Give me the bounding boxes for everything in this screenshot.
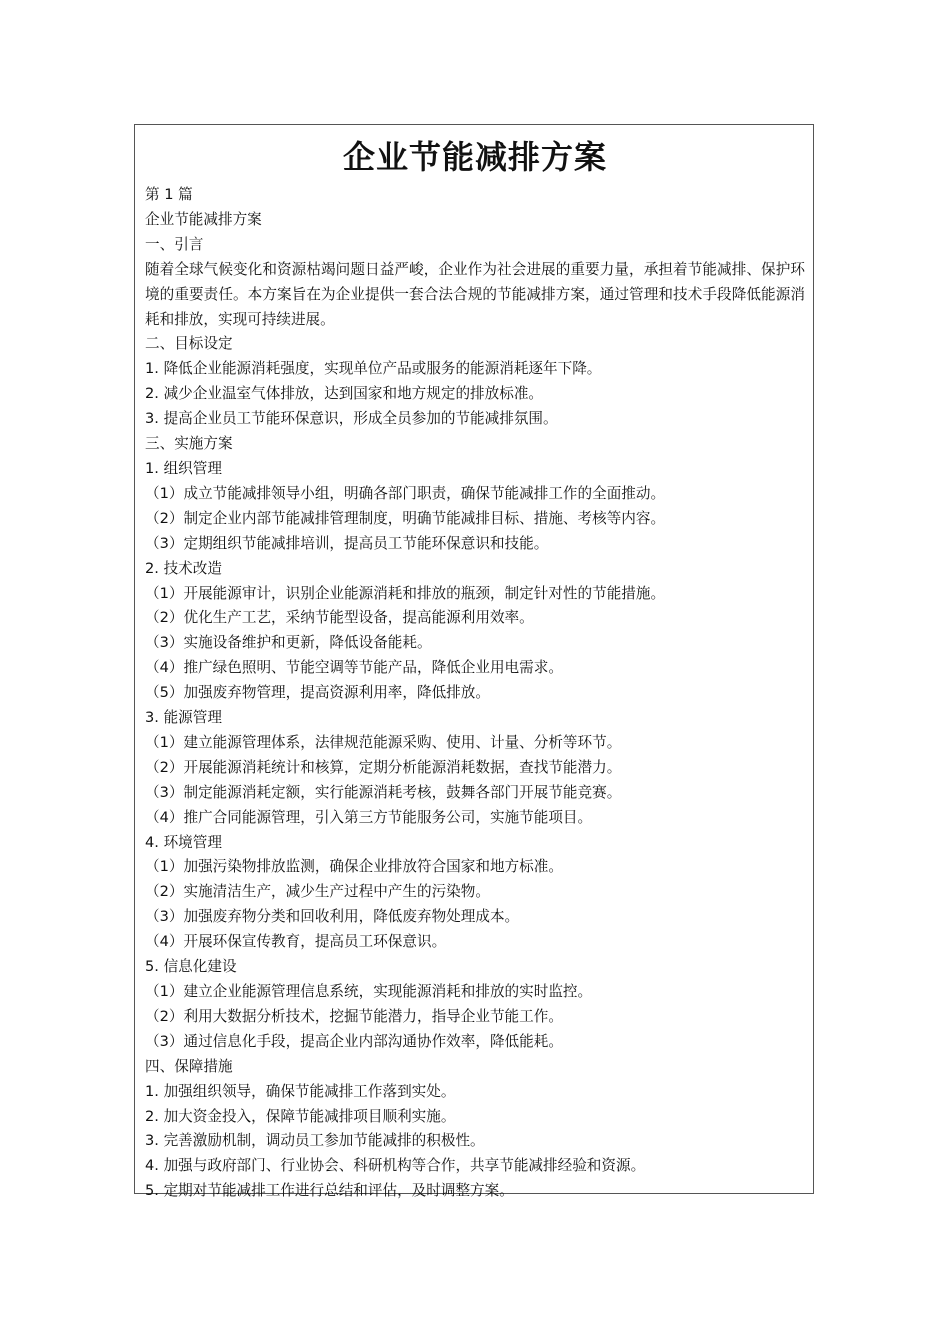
- text-line: （2）开展能源消耗统计和核算，定期分析能源消耗数据，查找节能潜力。: [145, 758, 622, 776]
- text-line: （4）开展环保宣传教育，提高员工环保意识。: [145, 933, 447, 951]
- text-line: （3）制定能源消耗定额，实行能源消耗考核，鼓舞各部门开展节能竞赛。: [145, 783, 622, 801]
- text-line: （3）定期组织节能减排培训，提高员工节能环保意识和技能。: [145, 534, 549, 552]
- text-line: 3. 能源管理: [145, 709, 222, 727]
- text-line: （2）利用大数据分析技术，挖掘节能潜力，指导企业节能工作。: [145, 1007, 563, 1025]
- text-line: （2）制定企业内部节能减排管理制度，明确节能减排目标、措施、考核等内容。: [145, 509, 666, 527]
- text-line: （3）实施设备维护和更新，降低设备能耗。: [145, 634, 432, 652]
- text-line: （1）加强污染物排放监测，确保企业排放符合国家和地方标准。: [145, 858, 563, 876]
- document-title: 企业节能减排方案: [342, 138, 607, 176]
- text-line: 二、目标设定: [145, 335, 233, 353]
- text-line: （1）开展能源审计，识别企业能源消耗和排放的瓶颈，制定针对性的节能措施。: [145, 584, 666, 602]
- text-line: 1. 加强组织领导，确保节能减排工作落到实处。: [145, 1082, 456, 1100]
- text-line: 4. 环境管理: [145, 833, 222, 851]
- text-line: 1. 组织管理: [145, 459, 222, 477]
- text-line: 企业节能减排方案: [145, 210, 262, 228]
- text-line: （4）推广绿色照明、节能空调等节能产品，降低企业用电需求。: [145, 659, 563, 677]
- text-line: （1）成立节能减排领导小组，明确各部门职责，确保节能减排工作的全面推动。: [145, 484, 666, 502]
- text-line: （2）优化生产工艺，采纳节能型设备，提高能源利用效率。: [145, 609, 534, 627]
- text-line: （3）通过信息化手段，提高企业内部沟通协作效率，降低能耗。: [145, 1032, 563, 1050]
- text-line: 四、保障措施: [145, 1057, 233, 1075]
- text-line: 2. 减少企业温室气体排放，达到国家和地方规定的排放标准。: [145, 385, 544, 403]
- text-line: （5）加强废弃物管理，提高资源利用率，降低排放。: [145, 684, 490, 702]
- text-line: 5. 定期对节能减排工作进行总结和评估，及时调整方案。: [145, 1182, 514, 1200]
- text-line: 5. 信息化建设: [145, 958, 237, 976]
- text-line: （4）推广合同能源管理，引入第三方节能服务公司，实施节能项目。: [145, 808, 593, 826]
- text-line: 2. 技术改造: [145, 559, 222, 577]
- text-line: （3）加强废弃物分类和回收利用，降低废弃物处理成本。: [145, 908, 520, 926]
- text-line: （1）建立能源管理体系，法律规范能源采购、使用、计量、分析等环节。: [145, 733, 622, 751]
- text-line: 一、引言: [145, 235, 204, 253]
- text-line: 第 1 篇: [145, 186, 193, 203]
- body-lines: [145, 332, 805, 1204]
- text-line: （2）实施清洁生产，减少生产过程中产生的污染物。: [145, 883, 490, 901]
- text-line: 2. 加大资金投入，保障节能减排项目顺利实施。: [145, 1107, 456, 1125]
- text-line: （1）建立企业能源管理信息系统，实现能源消耗和排放的实时监控。: [145, 983, 593, 1000]
- text-line: 3. 完善激励机制，调动员工参加节能减排的积极性。: [145, 1132, 485, 1150]
- header-lines: [145, 183, 805, 258]
- document-frame: [134, 124, 814, 1200]
- text-line: 1. 降低企业能源消耗强度，实现单位产品或服务的能源消耗逐年下降。: [145, 360, 602, 378]
- text-line: 三、实施方案: [145, 435, 233, 453]
- text-line: 3. 提高企业员工节能环保意识，形成全员参加的节能减排氛围。: [145, 410, 558, 428]
- document-body: [145, 183, 805, 1204]
- text-line: 4. 加强与政府部门、行业协会、科研机构等合作，共享节能减排经验和资源。: [145, 1157, 646, 1175]
- intro-paragraph: 随着全球气候变化和资源枯竭问题日益严峻，企业作为社会进展的重要力量，承担着节能减排、保护环境的重要责任。本方案旨在为企业提供一套合法合规的节能减排方案，通过管理和技术手段降低能源消耗和排放，实现可持续进展。: [145, 260, 805, 328]
